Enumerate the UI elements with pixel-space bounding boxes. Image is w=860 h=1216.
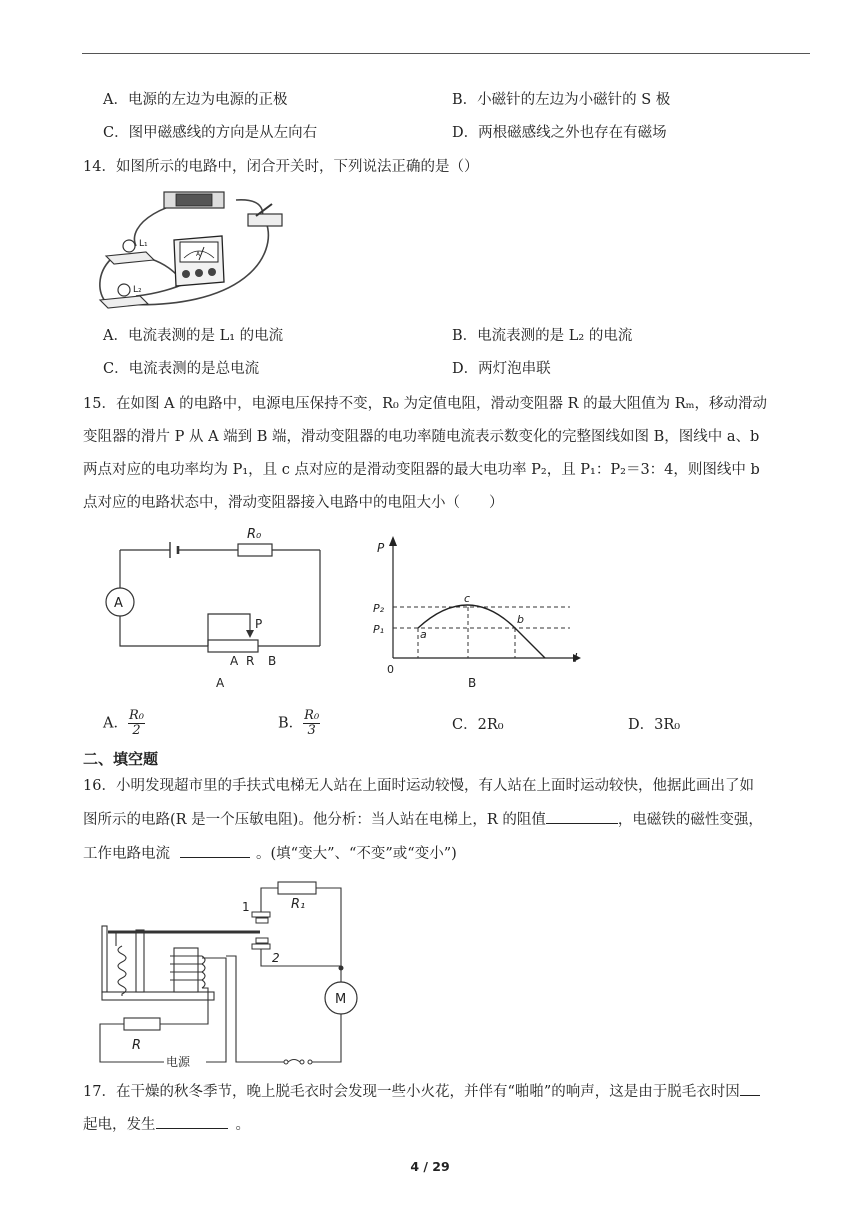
q16-stem-line3 [83,842,457,866]
q15-option-b-fraction [303,709,320,738]
q15-figure-b-graph [365,532,590,694]
fraction-numerator: R₀ [304,708,320,723]
fraction-numerator: R₀ [128,708,144,723]
lamp-l2-label: L₂ [133,285,142,295]
q14-option-c[interactable]: C．电流表测的是总电流 [103,361,260,377]
relay-base [102,992,214,1000]
q17-answer-blank-1[interactable] [740,1080,760,1096]
q15-figure-a-circuit [100,520,340,695]
y-axis-label: P [377,541,385,555]
q17-line1-text: 17．在干燥的秋冬季节，晚上脱毛衣时会发现一些小火花，并伴有“啪啪”的响声，这是由于脱毛衣时因 [83,1084,740,1100]
power-curve [418,605,545,658]
ammeter-label: A [114,596,123,611]
q17-line2-text-a: 起电，发生 [83,1117,156,1133]
electromagnet-coil [202,956,205,988]
q14-stem: 14．如图所示的电路中，闭合开关时，下列说法正确的是（） [83,159,479,175]
figure-b-caption: B [468,676,477,690]
end-b-label: B [268,654,277,668]
q17-answer-blank-2[interactable] [156,1113,228,1129]
switch [248,214,282,226]
q16-stem-line2 [83,808,763,832]
end-a-label: A [230,654,239,668]
q14-option-a[interactable]: A．电流表测的是 L₁ 的电流 [103,328,284,344]
lamp-l1-label: L₁ [139,239,148,249]
q15-option-c[interactable]: C．2R₀ [452,717,504,733]
resistor-r1 [278,882,316,894]
r-label: R [132,1038,142,1053]
q17-stem-line1 [83,1080,760,1104]
q15-option-a-fraction [128,709,145,738]
header-rule [82,53,810,54]
q16-line2-text-a: 图所示的电路(R 是一个压敏电阻)。他分析：当人站在电梯上，R 的阻值 [83,812,546,828]
q15-option-b[interactable] [278,709,320,738]
resistor-r0 [238,544,272,556]
q16-answer-blank-2[interactable] [180,842,250,858]
r-label: R [246,654,255,668]
spring-icon [118,946,126,996]
p2-label: P₂ [373,602,385,615]
q14-option-b[interactable]: B．电流表测的是 L₂ 的电流 [452,328,633,344]
q16-answer-blank-1[interactable] [546,808,618,824]
q15-option-b-label: B． [278,715,304,732]
x-axis-label: I [574,651,578,665]
page-number: 4 / 29 [410,1159,450,1174]
contact-2-label: 2 [272,951,280,965]
lamp-l2-base [100,296,148,308]
r1-label: R₁ [291,897,306,912]
q15-option-d[interactable]: D．3R₀ [628,717,681,733]
q14-circuit-photo [96,184,296,316]
point-c-label: c [464,592,471,605]
point-a-label: a [420,628,427,641]
q13-option-a[interactable]: A．电源的左边为电源的正极 [103,92,288,108]
figure-a-caption: A [216,676,225,690]
q17-line2-text-b: 。 [235,1117,250,1133]
lamp-l2-icon [118,284,130,296]
q15-option-a[interactable] [103,709,145,738]
q15-stem-line2: 变阻器的滑片 P 从 A 端到 B 端，滑动变阻器的电功率随电流表示数变化的完整图线如图 B，图线中 a、b [83,429,760,445]
electromagnet-core [174,948,198,992]
resistor-r [124,1018,160,1030]
source-label: 电源 [166,1055,191,1069]
slider-p-label: P [255,617,263,631]
q13-option-d[interactable]: D．两根磁感线之外也存在有磁场 [452,125,667,141]
p1-label: P₁ [373,623,385,636]
origin-label: 0 [387,663,394,676]
svg-text:A: A [196,251,201,258]
q17-stem-line2 [83,1113,250,1137]
q13-option-c[interactable]: C．图甲磁感线的方向是从左向右 [103,125,318,141]
point-b-label: b [517,613,524,626]
q15-stem-line4: 点对应的电路状态中，滑动变阻器接入电路中的电阻大小（ ） [83,495,504,511]
q15-option-a-label: A． [103,715,128,732]
q16-stem-line1: 16．小明发现超市里的手扶式电梯无人站在上面时运动较慢，有人站在上面时运动较快，他据此画出了如 [83,778,754,794]
q13-option-b[interactable]: B．小磁针的左边为小磁针的 S 极 [452,92,671,108]
r0-label: R₀ [247,527,262,542]
q15-stem-line1: 15．在如图 A 的电路中，电源电压保持不变，R₀ 为定值电阻，滑动变阻器 R 的最大阻值为 Rₘ，移动滑动 [83,396,768,412]
q14-option-d[interactable]: D．两灯泡串联 [452,361,551,377]
motor-label: M [335,992,347,1007]
lamp-l1-icon [123,240,135,252]
q16-relay-circuit [96,876,366,1070]
lamp-l1-base [106,252,154,264]
q16-line3-text-b: 。(填“变大”、“不变”或“变小”) [256,846,457,862]
q16-line2-text-b: ，电磁铁的磁性变强， [617,812,763,828]
section-heading-fill-in: 二、填空题 [83,750,159,768]
rheostat-r [208,640,258,652]
q16-line3-text-a: 工作电路电流 [83,846,170,862]
fraction-denominator: 2 [132,723,141,738]
q15-stem-line3: 两点对应的电功率均为 P₁，且 c 点对应的是滑动变阻器的最大电功率 P₂，且 P₁：P₂＝3：4，则图线中 b [83,462,760,478]
fraction-denominator: 3 [307,723,316,738]
contact-1-label: 1 [242,900,250,914]
